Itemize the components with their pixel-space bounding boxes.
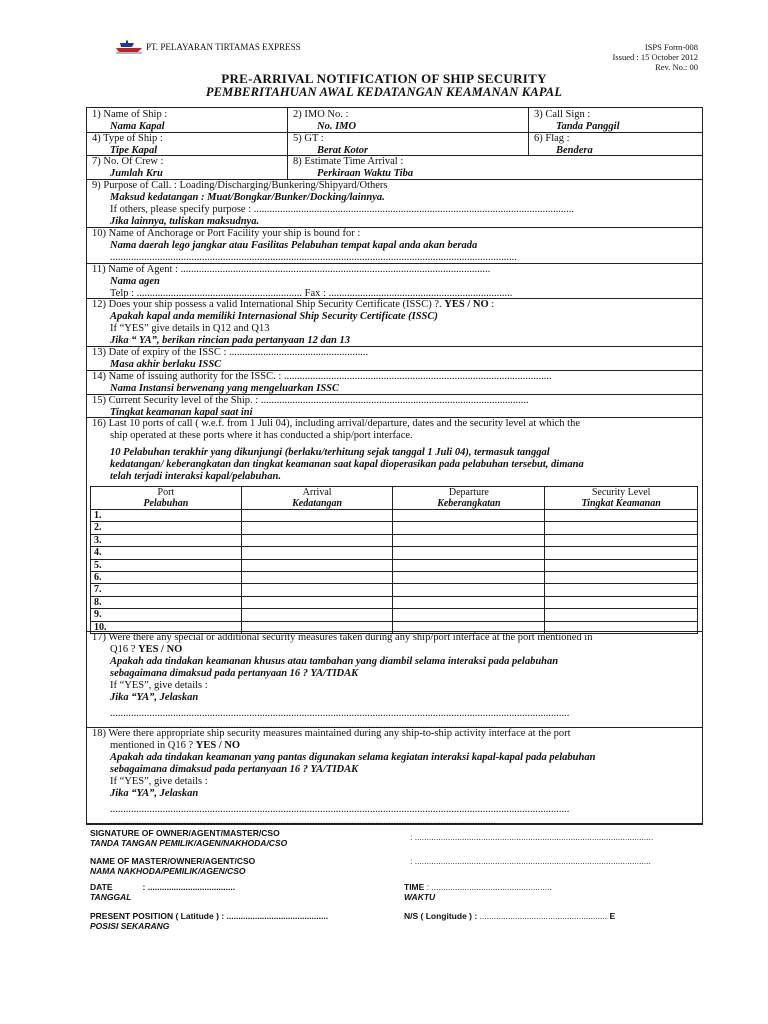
table-row — [91, 584, 698, 596]
table-row — [91, 547, 698, 559]
page-subtitle: PEMBERITAHUAN AWAL KEDATANGAN KEAMANAN KAPAL — [205, 85, 563, 99]
row-number: 4. — [91, 547, 242, 559]
question-text: 10) Name of Anchorage or Port Facility your ship is bound for : — [92, 228, 361, 239]
question-text-part: mentioned in Q16 ? — [110, 740, 194, 751]
question-text-id: Nama daerah lego jangkar atau Fasilitas Pelabuhan tempat kapal anda akan berada — [110, 240, 478, 251]
field-label-id: Nama Kapal — [110, 121, 165, 132]
question-9-purpose-of-call[interactable] — [88, 180, 574, 228]
row-number: 6. — [91, 572, 242, 584]
arrival-cell[interactable] — [241, 547, 393, 559]
position-label-en: PRESENT POSITION ( Latitude ) — [90, 911, 219, 921]
question-text-id: Nama agen — [110, 276, 160, 287]
departure-cell[interactable] — [393, 559, 545, 571]
question-text-id: Apakah ada tindakan keamanan yang pantas digunakan selama kegiatan interaksi kapal-kapal pada pelabuhan — [110, 752, 596, 763]
signature-field[interactable]: : ..................................................................................................... — [410, 832, 654, 842]
question-text-id: 10 Pelabuhan terakhir yang dikunjungi (berlaku/terhitung sejak tanggal 1 Juli 04), termasuk tanggal — [110, 447, 550, 458]
signature-label — [90, 828, 287, 848]
question-17-special-measures[interactable] — [88, 632, 698, 732]
field-call-sign[interactable] — [530, 109, 620, 133]
signature-label-en: SIGNATURE OF OWNER/AGENT/MASTER/CSO — [90, 828, 280, 838]
longitude-label — [404, 911, 615, 921]
header-en: Security Level — [591, 487, 651, 498]
question-text-id: Maksud kedatangan : Muat/Bongkar/Bunker/Docking/lainnya. — [110, 192, 385, 203]
security-level-cell[interactable] — [545, 572, 698, 584]
question-text: If “YES” give details in Q12 and Q13 — [110, 323, 270, 334]
table-row — [91, 609, 698, 621]
security-level-cell[interactable] — [545, 584, 698, 596]
date-label-id: TANGGAL — [90, 892, 132, 902]
question-text-id: sebagaimana dimaksud pada pertanyaan 16 ? YA/TIDAK — [110, 764, 359, 775]
table-row — [91, 522, 698, 534]
name-label-en: NAME OF MASTER/OWNER/AGENT/CSO — [90, 856, 256, 866]
longitude-field[interactable]: ...................................................... — [479, 911, 608, 921]
ports-table-header — [91, 487, 698, 510]
security-level-cell[interactable] — [545, 522, 698, 534]
departure-cell[interactable] — [393, 510, 545, 522]
ship-logo-icon — [114, 40, 144, 54]
question-text-main: 12) Does your ship possess a valid International Ship Security Certificate (ISSC) ?. — [92, 299, 442, 310]
latitude-field[interactable]: : ........................................... — [221, 911, 329, 921]
longitude-label-en: N/S ( Longitude ) : — [404, 911, 478, 921]
yes-no-option[interactable]: YES / NO — [444, 299, 489, 310]
ports-table — [90, 486, 698, 634]
time-field[interactable]: : ................................................... — [426, 882, 552, 892]
field-label: 6) Flag : — [534, 133, 570, 144]
field-estimate-time-arrival[interactable] — [289, 156, 413, 180]
answer-dots: ................................................................................................................................................... — [110, 816, 496, 827]
answer-dots: ........................................................................................................................................................... — [110, 252, 517, 263]
departure-cell[interactable] — [393, 522, 545, 534]
departure-cell[interactable] — [393, 547, 545, 559]
table-row — [91, 596, 698, 608]
field-label: 8) Estimate Time Arrival : — [293, 156, 404, 167]
field-label-id: Berat Kotor — [317, 145, 369, 156]
answer-dots: ............................................................................................................................................................................... — [110, 804, 570, 815]
table-row — [91, 534, 698, 546]
field-label: 3) Call Sign : — [534, 109, 591, 120]
departure-cell[interactable] — [393, 609, 545, 621]
field-label-id: Jumlah Kru — [110, 168, 163, 179]
table-row — [91, 510, 698, 522]
departure-cell[interactable] — [393, 572, 545, 584]
question-text-id: Jika “YA”, Jelaskan — [110, 692, 199, 703]
col-header-departure — [393, 487, 545, 510]
question-18-ship-to-ship[interactable] — [88, 728, 698, 828]
arrival-cell[interactable] — [241, 596, 393, 608]
row-number: 5. — [91, 559, 242, 571]
date-field[interactable]: : ..................................... — [142, 882, 236, 892]
question-text: 18) Were there appropriate ship security measures maintained during any ship-to-ship activity interface at the port — [92, 728, 571, 739]
question-text: 14) Name of issuing authority for the ISSC. : ...................................................................................................... — [92, 371, 552, 382]
arrival-cell[interactable] — [241, 559, 393, 571]
signature-label-id: TANDA TANGAN PEMILIK/AGEN/NAKHODA/CSO — [90, 838, 288, 848]
field-flag[interactable] — [530, 133, 593, 157]
position-label — [90, 911, 328, 931]
date-label-en: DATE — [90, 882, 113, 892]
question-text-id: kedatangan/ keberangkatan dan tingkat keamanan saat kapal dioperasikan pada pelabuhan tersebut, dimana — [110, 459, 584, 470]
question-text-id: Masa akhir berlaku ISSC — [110, 359, 222, 370]
name-field[interactable]: : .................................................................................................... — [410, 856, 651, 866]
question-10-anchorage[interactable] — [88, 228, 517, 264]
security-level-cell[interactable] — [545, 559, 698, 571]
table-row — [91, 572, 698, 584]
field-label-id: Perkiraan Waktu Tiba — [317, 168, 414, 179]
row-number: 9. — [91, 609, 242, 621]
field-label: 1) Name of Ship : — [92, 109, 168, 120]
time-label-id: WAKTU — [404, 892, 436, 902]
security-level-cell[interactable] — [545, 547, 698, 559]
departure-cell[interactable] — [393, 534, 545, 546]
question-text — [92, 740, 698, 752]
arrival-cell[interactable] — [241, 572, 393, 584]
question-text-end: : — [491, 299, 495, 310]
question-text-id: Jika lainnya, tuliskan maksudnya. — [110, 216, 260, 227]
header-id: Pelabuhan — [143, 498, 189, 509]
issued-date: Issued : 15 October 2012 — [612, 52, 698, 62]
yes-no-option[interactable]: YES / NO — [138, 644, 183, 655]
header-id: Keberangkatan — [437, 498, 501, 509]
question-text — [92, 299, 494, 311]
form-code-block — [613, 42, 698, 72]
question-15-security-level[interactable] — [88, 395, 529, 419]
row-number: 1. — [91, 510, 242, 522]
row-number: 3. — [91, 534, 242, 546]
row-number: 7. — [91, 584, 242, 596]
field-label-id: No. IMO — [317, 121, 357, 132]
departure-cell[interactable] — [393, 596, 545, 608]
company-name: PT. PELAYARAN TIRTAMAS EXPRESS — [146, 42, 301, 52]
departure-cell[interactable] — [393, 584, 545, 596]
table-row — [91, 559, 698, 571]
field-name-of-ship[interactable] — [88, 109, 167, 133]
arrival-cell[interactable] — [241, 534, 393, 546]
yes-no-option[interactable]: YES / NO — [195, 740, 241, 751]
arrival-cell[interactable] — [241, 522, 393, 534]
revision-number: Rev. No.: 00 — [655, 62, 698, 72]
question-text-id: telah terjadi interaksi kapal/pelabuhan. — [110, 471, 281, 482]
header-en: Arrival — [302, 487, 332, 498]
question-text-id: sebagaimana dimaksud pada pertanyaan 16 ? YA/TIDAK — [110, 668, 359, 679]
east-marker: E — [609, 911, 616, 921]
question-text: 9) Purpose of Call. : Loading/Discharging/Bunkering/Shipyard/Others — [92, 180, 388, 191]
question-16-last-ports — [88, 418, 698, 483]
header-id: Kedatangan — [292, 498, 343, 509]
question-text: If “YES”, give details : — [110, 680, 208, 691]
header-en: Port — [157, 487, 175, 498]
time-label-en: TIME — [404, 882, 425, 892]
security-level-cell[interactable] — [545, 609, 698, 621]
name-label — [90, 856, 255, 876]
date-label — [90, 882, 235, 902]
row-number: 2. — [91, 522, 242, 534]
question-text: If “YES”, give details : — [110, 776, 208, 787]
question-text-id: Jika “YA”, Jelaskan — [110, 788, 199, 799]
question-text: 11) Name of Agent : ...................................................................................................................... — [92, 264, 491, 275]
security-level-cell[interactable] — [545, 534, 698, 546]
field-type-of-ship[interactable] — [88, 133, 163, 157]
row-number: 10. — [91, 621, 242, 633]
answer-dots: ............................................................................................................................................................................... — [110, 708, 570, 719]
security-level-cell[interactable] — [545, 596, 698, 608]
question-13-issc-expiry[interactable] — [88, 347, 368, 371]
question-11-agent[interactable] — [88, 264, 512, 300]
question-text-id: Apakah ada tindakan keamanan khusus atau tambahan yang diambil selama interaksi pada pelabuhan — [110, 656, 559, 667]
question-text-id: Jika “ YA”, berikan rincian pada pertanyaan 12 dan 13 — [110, 335, 350, 346]
security-level-cell[interactable] — [545, 510, 698, 522]
question-text-id: Apakah kapal anda memiliki Internasional Ship Security Certificate (ISSC) — [110, 311, 438, 322]
question-text-id: Tingkat keamanan kapal saat ini — [110, 407, 253, 418]
time-label — [404, 882, 552, 902]
col-header-security-level — [545, 487, 698, 510]
field-label-id: Tanda Panggil — [556, 121, 620, 132]
position-label-id: POSISI SEKARANG — [90, 921, 170, 931]
form-code: ISPS Form-008 — [644, 42, 698, 52]
row-number: 8. — [91, 596, 242, 608]
field-gt[interactable] — [289, 133, 368, 157]
arrival-cell[interactable] — [241, 584, 393, 596]
question-text — [92, 644, 698, 656]
field-label: 7) No. Of Crew : — [92, 156, 164, 167]
field-label-id: Bendera — [556, 145, 593, 156]
col-header-port — [91, 487, 242, 510]
question-text: 15) Current Security level of the Ship. : ...................................................................................................... — [92, 395, 529, 406]
question-text: 17) Were there any special or additional security measures taken during any ship/port interface at the port mentioned in — [92, 632, 593, 643]
field-label: 2) IMO No. : — [293, 109, 349, 120]
column-divider — [287, 107, 288, 179]
col-header-arrival — [241, 487, 393, 510]
arrival-cell[interactable] — [241, 609, 393, 621]
column-divider — [528, 107, 529, 155]
arrival-cell[interactable] — [241, 510, 393, 522]
question-text-id: Nama Instansi berwenang yang mengeluarkan ISSC — [110, 383, 340, 394]
question-text: If others, please specify purpose : .......................................................................................................................... — [110, 204, 574, 215]
field-imo-no[interactable] — [289, 109, 356, 133]
field-label: 4) Type of Ship : — [92, 133, 163, 144]
page-title: PRE-ARRIVAL NOTIFICATION OF SHIP SECURITY — [221, 71, 547, 86]
field-no-of-crew[interactable] — [88, 156, 163, 180]
name-label-id: NAMA NAKHODA/PEMILIK/AGEN/CSO — [90, 866, 246, 876]
question-text: ship operated at these ports where it has conducted a ship/port interface. — [110, 430, 413, 441]
header-id: Tingkat Keamanan — [581, 498, 661, 509]
question-14-issuing-authority[interactable] — [88, 371, 552, 395]
answer-dots: ................................................................................................................................................... — [110, 720, 496, 731]
field-label-id: Tipe Kapal — [110, 145, 158, 156]
question-12-issc[interactable] — [88, 299, 494, 347]
field-label: 5) GT : — [293, 133, 324, 144]
question-text-part: Q16 ? — [110, 644, 136, 655]
question-text: 16) Last 10 ports of call ( w.e.f. from 1 Juli 04), including arrival/departure, dates and the security level at which the — [92, 418, 580, 429]
question-text: 13) Date of expiry of the ISSC : ..................................................... — [92, 347, 369, 358]
telp-fax-line: Telp : ............................................................... Fax : ...................................................................... — [110, 288, 513, 299]
header-en: Departure — [448, 487, 489, 498]
